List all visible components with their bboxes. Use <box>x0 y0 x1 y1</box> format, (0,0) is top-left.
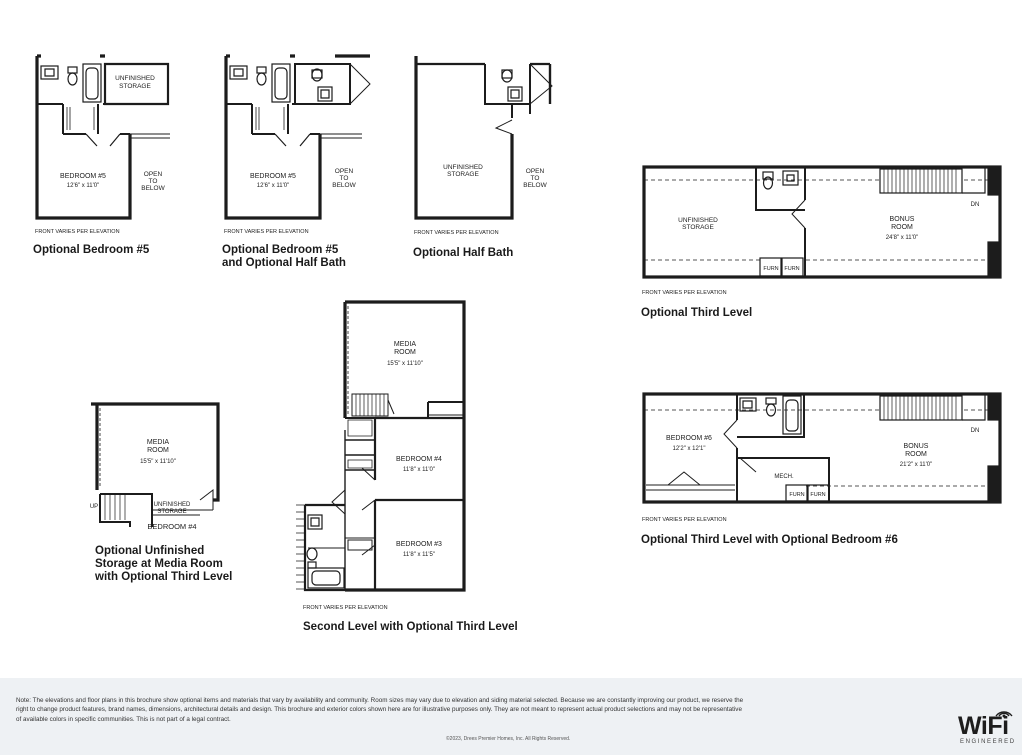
front-note: FRONT VARIES PER ELEVATION <box>414 230 499 236</box>
bedroom-6-name: BEDROOM #6 <box>666 435 712 442</box>
wifi-engineered-logo <box>958 706 1018 748</box>
mech-label: MECH. <box>774 474 794 480</box>
bedroom-5-name: BEDROOM #5 <box>60 173 106 180</box>
toilet-icon <box>68 67 77 73</box>
storage-label: STORAGE <box>157 509 187 515</box>
bedroom-4-dim: 11'8" x 11'0" <box>402 467 436 473</box>
up-label: UP <box>89 504 99 510</box>
bonus-room-dim: 21'2" x 11'0" <box>899 462 933 468</box>
bedroom-5-name: BEDROOM #5 <box>250 173 296 180</box>
caption-unfinished-storage-media: Optional Unfinished Storage at Media Room with Optional Third Level <box>95 545 233 583</box>
bonus-room-name: ROOM <box>905 451 927 458</box>
bedroom-3-name: BEDROOM #3 <box>396 541 442 548</box>
storage-label: STORAGE <box>447 171 479 178</box>
bonus-room-name: BONUS <box>903 443 929 450</box>
caption-third-level-bedroom-6: Optional Third Level with Optional Bedroom #6 <box>641 534 898 546</box>
furn-label: FURN <box>789 492 805 498</box>
logo-wordmark: WiFi <box>958 712 1009 740</box>
storage-label: UNFINISHED <box>153 502 191 508</box>
bedroom-3-dim: 11'8" x 11'5" <box>402 552 436 558</box>
bedroom-4-name: BEDROOM #4 <box>396 456 442 463</box>
front-note: FRONT VARIES PER ELEVATION <box>303 605 388 611</box>
bonus-room-dim: 24'8" x 11'0" <box>885 235 919 241</box>
bedroom-6-dim: 12'2" x 12'1" <box>672 446 706 452</box>
media-room-name: ROOM <box>394 349 416 356</box>
sink-icon <box>41 66 58 79</box>
dn-label: DN <box>970 428 980 434</box>
front-note: FRONT VARIES PER ELEVATION <box>224 229 309 235</box>
front-note: FRONT VARIES PER ELEVATION <box>642 290 727 296</box>
bedroom-4-label: BEDROOM #4 <box>147 522 197 531</box>
storage-label: UNFINISHED <box>678 217 718 224</box>
plan-half-bath <box>416 56 552 218</box>
closet-door-icon <box>86 134 120 146</box>
logo-subtext: ENGINEERED <box>960 739 1016 745</box>
plan-bedroom-5-half-bath <box>226 56 370 218</box>
media-room-dim: 15'5" x 11'10" <box>140 459 176 465</box>
front-note: FRONT VARIES PER ELEVATION <box>642 517 727 523</box>
plan-unfinished-storage-media <box>91 404 218 527</box>
front-note: FRONT VARIES PER ELEVATION <box>35 229 120 235</box>
media-room-dim: 15'5" x 11'10" <box>387 361 423 367</box>
copyright: ©2023, Drees Premier Homes, Inc. All Rights Reserved. <box>446 736 571 742</box>
storage-label: UNFINISHED <box>443 164 483 171</box>
storage-label: STORAGE <box>119 83 151 90</box>
bedroom-5-dim: 12'6" x 11'0" <box>256 183 290 189</box>
media-room-name: MEDIA <box>393 341 417 348</box>
furn-label: FURN <box>763 266 779 272</box>
open-label: BELOW <box>332 182 356 189</box>
storage-label: UNFINISHED <box>115 75 155 82</box>
open-label: TO <box>530 175 540 182</box>
caption-bedroom-5-half-bath: Optional Bedroom #5 and Optional Half Bath <box>222 244 346 269</box>
media-room-name: MEDIA <box>146 439 170 446</box>
caption-optional-bedroom-5: Optional Bedroom #5 <box>33 244 150 256</box>
furn-label: FURN <box>784 266 800 272</box>
disclaimer-note: Note: The elevations and floor plans in this brochure show optional items and materials that vary by availability and community. Room sizes may vary due to elevation and siding material selected. Because we are constantly improving our product, we reserve the right to change product features, brand names, dimensions, architectural details and design. This brochure and exterior colors shown here are for illustrative purposes only. They are not meant to represent actual product selections and may not be representative of available colors in specific communities. This is not part of a legal contract. <box>16 697 744 723</box>
open-label: OPEN <box>525 168 545 175</box>
open-label: BELOW <box>141 185 165 192</box>
bonus-room-name: ROOM <box>891 224 913 231</box>
open-label: TO <box>148 178 158 185</box>
caption-second-level: Second Level with Optional Third Level <box>303 621 518 633</box>
open-label: OPEN <box>334 168 354 175</box>
bonus-room-name: BONUS <box>889 216 915 223</box>
media-room-name: ROOM <box>147 447 169 454</box>
open-label: BELOW <box>523 182 547 189</box>
caption-optional-half-bath: Optional Half Bath <box>413 247 514 259</box>
bedroom-5-dim: 12'6" x 11'0" <box>66 183 100 189</box>
open-label: TO <box>339 175 349 182</box>
dn-label: DN <box>970 202 980 208</box>
storage-label: STORAGE <box>682 224 714 231</box>
caption-optional-third-level: Optional Third Level <box>641 307 753 319</box>
open-label: OPEN <box>143 171 163 178</box>
furn-label: FURN <box>810 492 826 498</box>
